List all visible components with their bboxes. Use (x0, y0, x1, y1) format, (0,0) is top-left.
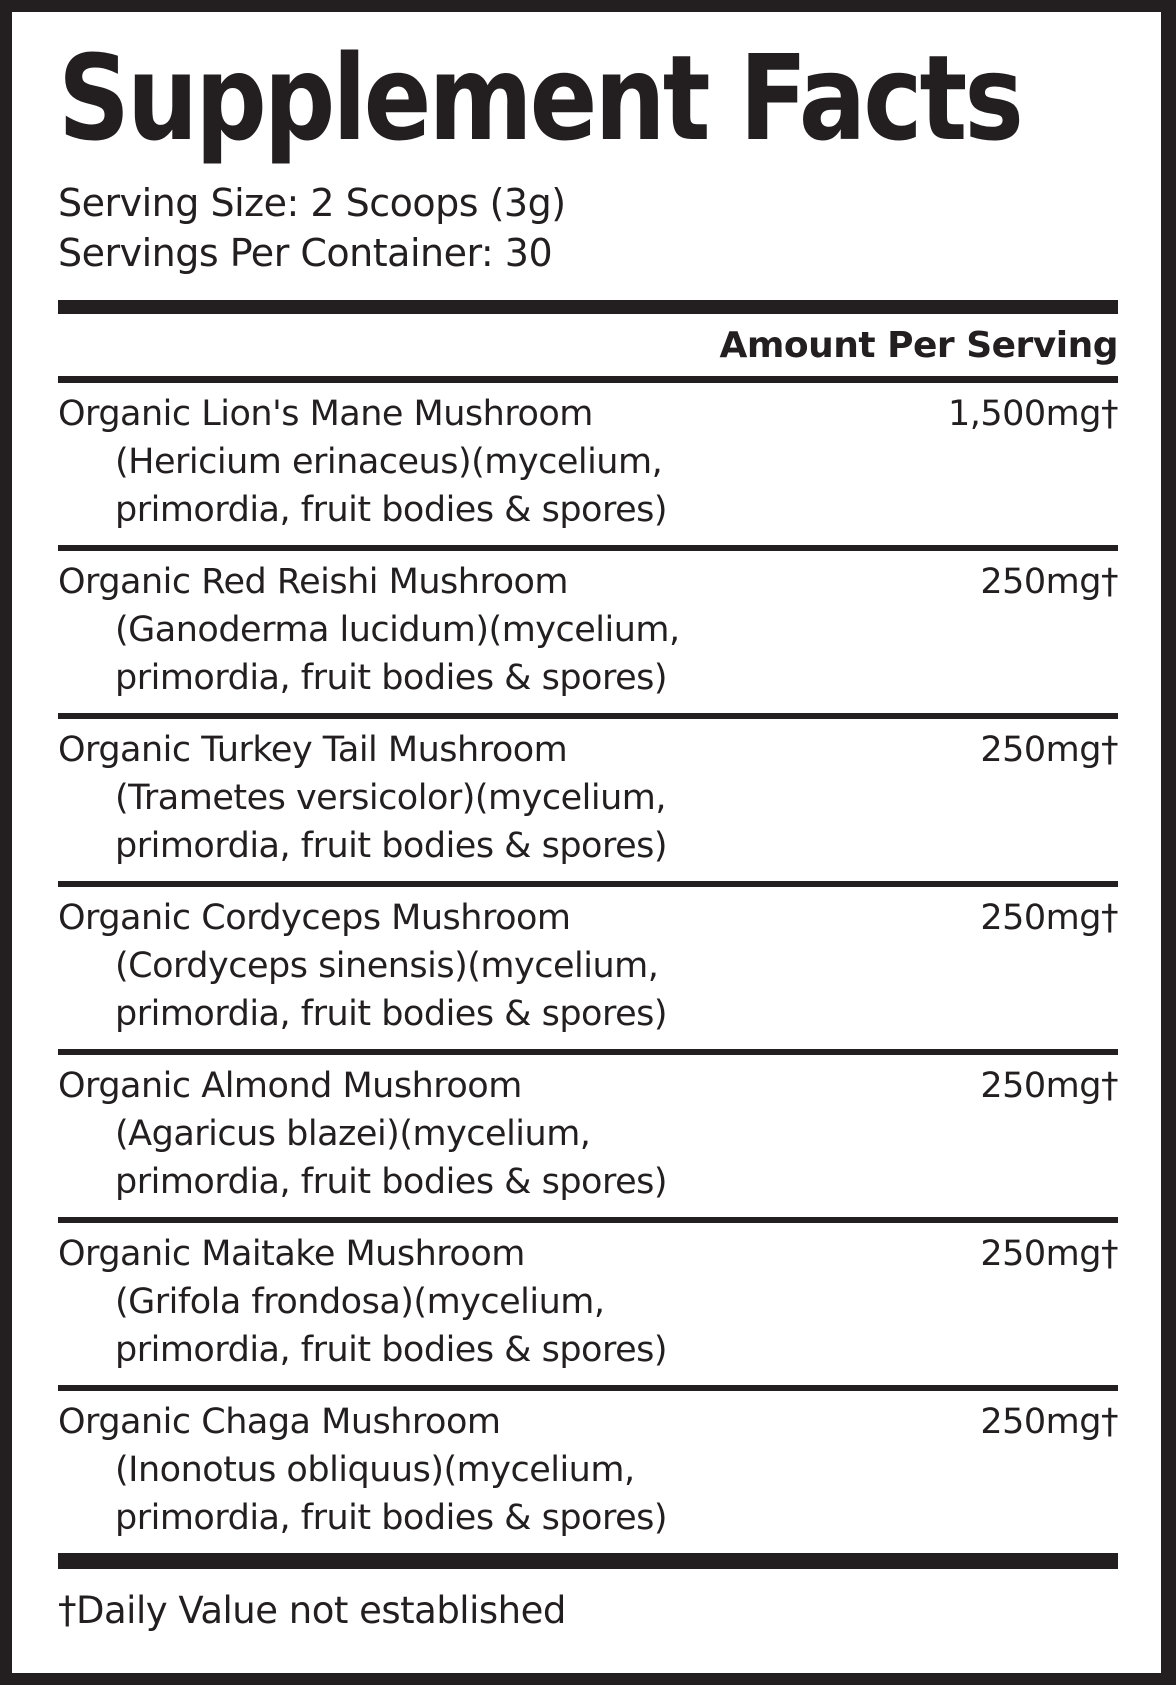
ingredient-detail-line: primordia, fruit bodies & spores) (115, 658, 668, 698)
ingredient-row (58, 887, 1118, 1055)
ingredient-detail-line: (Cordyceps sinensis)(mycelium, (115, 946, 659, 986)
ingredient-row (58, 383, 1118, 551)
divider-thick-top (58, 300, 1118, 314)
amount-per-serving-header: Amount Per Serving (719, 325, 1118, 366)
ingredient-name: Organic Red Reishi Mushroom (58, 562, 568, 602)
ingredient-row (58, 1223, 1118, 1391)
ingredient-amount: 250mg† (980, 1066, 1118, 1106)
ingredient-row (58, 1055, 1118, 1223)
ingredient-name: Organic Almond Mushroom (58, 1066, 522, 1106)
ingredient-name: Organic Maitake Mushroom (58, 1234, 525, 1274)
daily-value-footnote: †Daily Value not established (58, 1589, 566, 1632)
ingredient-row (58, 719, 1118, 887)
ingredient-row (58, 551, 1118, 719)
ingredient-detail-line: primordia, fruit bodies & spores) (115, 994, 668, 1034)
ingredient-amount: 250mg† (980, 562, 1118, 602)
servings-per-container: Servings Per Container: 30 (58, 231, 553, 275)
ingredient-detail-line: (Inonotus obliquus)(mycelium, (115, 1450, 635, 1490)
divider-thin (58, 376, 1118, 383)
ingredient-detail-line: (Agaricus blazei)(mycelium, (115, 1114, 591, 1154)
ingredient-amount: 250mg† (980, 1402, 1118, 1442)
ingredient-detail-line: primordia, fruit bodies & spores) (115, 490, 668, 530)
serving-size: Serving Size: 2 Scoops (3g) (58, 181, 566, 225)
ingredient-detail-line: (Hericium erinaceus)(mycelium, (115, 442, 663, 482)
ingredient-detail-line: (Grifola frondosa)(mycelium, (115, 1282, 605, 1322)
ingredient-amount: 250mg† (980, 898, 1118, 938)
divider-thick-bottom (58, 1553, 1118, 1569)
ingredient-name: Organic Cordyceps Mushroom (58, 898, 571, 938)
ingredient-name: Organic Chaga Mushroom (58, 1402, 501, 1442)
ingredient-amount: 1,500mg† (947, 394, 1118, 434)
ingredient-name: Organic Turkey Tail Mushroom (58, 730, 568, 770)
ingredient-amount: 250mg† (980, 1234, 1118, 1274)
ingredient-amount: 250mg† (980, 730, 1118, 770)
ingredient-detail-line: primordia, fruit bodies & spores) (115, 1162, 668, 1202)
ingredient-row (58, 1391, 1118, 1553)
ingredient-detail-line: (Ganoderma lucidum)(mycelium, (115, 610, 680, 650)
ingredient-name: Organic Lion's Mane Mushroom (58, 394, 593, 434)
ingredient-detail-line: primordia, fruit bodies & spores) (115, 1330, 668, 1370)
panel-title: Supplement Facts (58, 29, 1021, 168)
ingredient-detail-line: primordia, fruit bodies & spores) (115, 826, 668, 866)
ingredient-detail-line: (Trametes versicolor)(mycelium, (115, 778, 666, 818)
ingredient-detail-line: primordia, fruit bodies & spores) (115, 1498, 668, 1538)
